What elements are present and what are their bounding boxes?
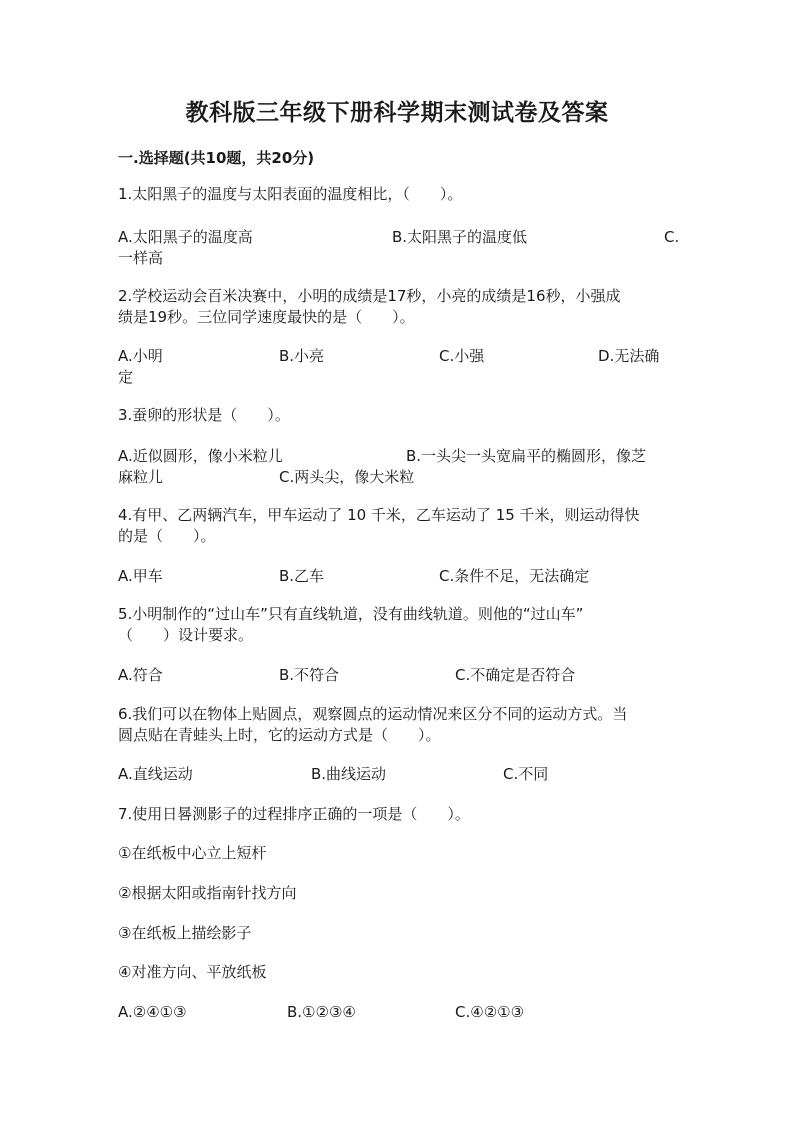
section-heading: 一.选择题(共10题，共20分) xyxy=(118,149,315,167)
q4-option-a: A.甲车 xyxy=(118,567,163,585)
q5-option-b: B.不符合 xyxy=(279,666,340,684)
q7-option-a: A.②④①③ xyxy=(118,1003,187,1021)
question-5-stem: 5.小明制作的“过山车”只有直线轨道，没有曲线轨道。则他的“过山车” xyxy=(118,605,584,623)
question-4-stem: 4.有甲、乙两辆汽车，甲车运动了 10 千米，乙车运动了 15 千米，则运动得快 xyxy=(118,506,640,524)
q6-option-c: C.不同 xyxy=(503,765,549,783)
q2-option-d-cont: 定 xyxy=(118,368,134,386)
q1-option-a: A.太阳黑子的温度高 xyxy=(118,228,253,246)
q2-option-c: C.小强 xyxy=(439,347,485,365)
q5-option-a: A.符合 xyxy=(118,666,163,684)
question-2-stem-cont: 绩是19秒。三位同学速度最快的是（ ）。 xyxy=(118,308,415,326)
q1-option-c: C. xyxy=(664,228,680,246)
question-6-stem-cont: 圆点贴在青蛙头上时，它的运动方式是（ ）。 xyxy=(118,726,441,744)
q1-option-b: B.太阳黑子的温度低 xyxy=(392,228,528,246)
q3-option-a: A.近似圆形，像小米粒儿 xyxy=(118,447,283,465)
q3-option-b: B.一头尖一头宽扁平的椭圆形，像芝 xyxy=(406,447,647,465)
question-3-stem: 3.蚕卵的形状是（ ）。 xyxy=(118,406,290,424)
page-title: 教科版三年级下册科学期末测试卷及答案 xyxy=(185,99,609,126)
q7-option-b: B.①②③④ xyxy=(287,1003,356,1021)
question-5-stem-cont: （ ）设计要求。 xyxy=(118,626,254,644)
q2-option-b: B.小亮 xyxy=(279,347,325,365)
q1-option-c-cont: 一样高 xyxy=(118,249,164,267)
q7-step-3: ③在纸板上描绘影子 xyxy=(118,924,252,942)
q4-option-c: C.条件不足，无法确定 xyxy=(439,567,590,585)
q2-option-d: D.无法确 xyxy=(598,347,660,365)
q4-option-b: B.乙车 xyxy=(279,567,325,585)
question-6-stem: 6.我们可以在物体上贴圆点，观察圆点的运动情况来区分不同的运动方式。当 xyxy=(118,705,628,723)
question-1-stem: 1.太阳黑子的温度与太阳表面的温度相比，（ ）。 xyxy=(118,185,463,203)
question-4-stem-cont: 的是（ ）。 xyxy=(118,527,216,545)
q5-option-c: C.不确定是否符合 xyxy=(455,666,576,684)
question-2-stem: 2.学校运动会百米决赛中，小明的成绩是17秒，小亮的成绩是16秒，小强成 xyxy=(118,287,621,305)
q7-step-1: ①在纸板中心立上短杆 xyxy=(118,844,267,862)
question-7-stem: 7.使用日晷测影子的过程排序正确的一项是（ ）。 xyxy=(118,805,470,823)
q3-option-b-cont: 麻粒儿 xyxy=(118,468,164,486)
q6-option-a: A.直线运动 xyxy=(118,765,193,783)
q7-step-4: ④对准方向、平放纸板 xyxy=(118,963,267,981)
q7-step-2: ②根据太阳或指南针找方向 xyxy=(118,884,297,902)
q7-option-c: C.④②①③ xyxy=(455,1003,525,1021)
q6-option-b: B.曲线运动 xyxy=(311,765,387,783)
q3-option-c: C.两头尖，像大米粒 xyxy=(279,468,415,486)
q2-option-a: A.小明 xyxy=(118,347,163,365)
